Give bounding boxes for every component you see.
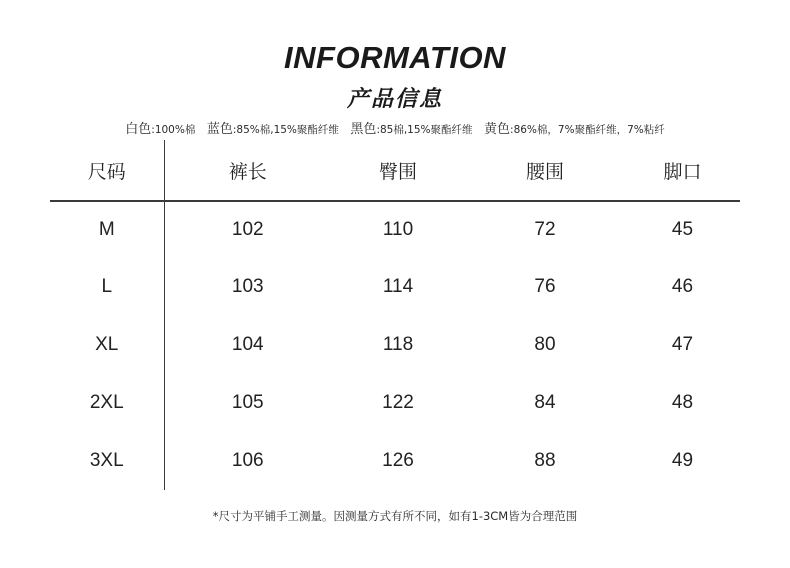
cell-leg-opening: 48 [671,392,694,413]
cell-size: L [50,258,164,316]
cell-waist: 72 [534,219,556,240]
cell-pants-length: 103 [231,276,264,297]
size-chart-table [50,140,740,490]
cell-hip: 126 [382,450,414,471]
cell-waist: 80 [534,334,556,355]
cell-leg-opening: 45 [671,219,694,240]
cell-size: M [50,201,164,258]
cell-size: 2XL [50,374,164,432]
title-english: INFORMATION [284,40,506,75]
material-white [125,123,195,136]
cell-leg-opening: 49 [671,450,694,471]
material-blue [207,123,339,136]
cell-leg-opening: 47 [671,334,694,355]
header-pants-length: 裤长 [164,140,331,201]
material-composition: :85%棉,15%聚酯纤维 [232,124,339,136]
cell-pants-length: 102 [231,219,264,240]
material-color-name: 蓝色 [206,122,233,137]
header-size: 尺码 [50,140,164,201]
material-color-name: 黄色 [484,122,511,137]
table-row [50,374,740,432]
material-black [350,123,472,136]
material-composition-line [0,118,790,137]
material-composition: :86%棉，7%聚酯纤维，7%粘纤 [510,124,665,136]
title-chinese: 产品信息 [346,87,443,112]
material-yellow [484,123,665,136]
cell-hip: 118 [382,334,414,355]
table-row [50,201,740,258]
table-row [50,258,740,316]
header-waist: 腰围 [465,140,625,201]
cell-hip: 110 [382,219,414,240]
material-color-name: 白色 [125,122,152,137]
cell-hip: 114 [382,276,414,297]
material-color-name: 黑色 [350,122,377,137]
cell-pants-length: 106 [231,450,264,471]
header-leg-opening: 脚口 [625,140,740,201]
table-row [50,432,740,490]
cell-size: 3XL [50,432,164,490]
cell-pants-length: 104 [231,334,264,355]
material-composition: :85棉,15%聚酯纤维 [376,124,473,136]
cell-leg-opening: 46 [671,276,694,297]
cell-size: XL [50,316,164,374]
material-composition: :100%棉 [151,124,196,136]
table-header-row [50,140,740,201]
measurement-footnote: *尺寸为平铺手工测量。因测量方式有所不同，如有1-3CM皆为合理范围 [212,509,578,523]
cell-hip: 122 [382,392,414,413]
cell-pants-length: 105 [231,392,264,413]
cell-waist: 88 [534,450,556,471]
cell-waist: 84 [534,392,556,413]
header-hip: 臀围 [331,140,465,201]
table-row [50,316,740,374]
cell-waist: 76 [534,276,556,297]
